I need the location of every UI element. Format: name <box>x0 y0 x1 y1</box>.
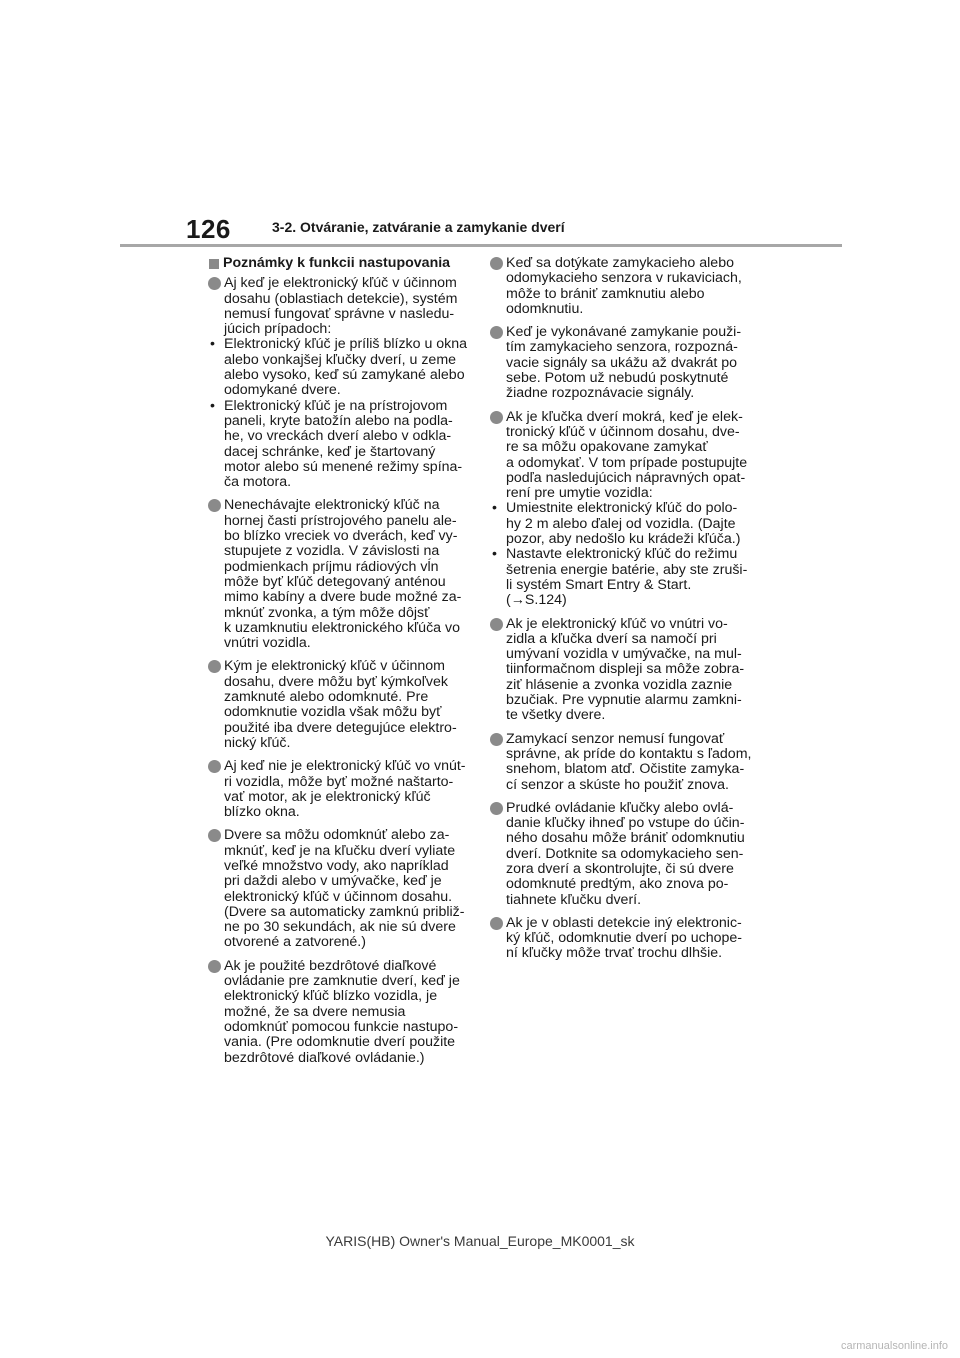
page-number: 126 <box>186 214 231 244</box>
circle-bullet-icon <box>490 326 503 339</box>
sub-list-item <box>208 337 476 398</box>
sub-list-item <box>208 399 476 491</box>
dot-bullet-icon: • <box>210 397 215 414</box>
sub-list-item-text: Umiestnite elektronický kľúč do polo- hy 2 m alebo ďalej od vozidla. (Dajte pozor, aby nedošlo ku krádeži kľúča.) <box>506 500 741 548</box>
circle-bullet-icon <box>208 499 221 512</box>
left-column <box>208 256 476 1074</box>
list-item <box>490 410 764 609</box>
section-heading <box>208 256 476 271</box>
sub-list-item-text: Nastavte elektronický kľúč do režimu šetrenia energie batérie, aby ste zruši- li systém Smart Entry & Start. (→S.124) <box>506 546 748 609</box>
list-item-text: Ak je v oblasti detekcie iný elektronic- ký kľúč, odomknutie dverí po uchope- ní kľučky môže trvať trochu dlhšie. <box>506 914 742 962</box>
circle-bullet-icon <box>208 660 221 673</box>
list-item-text: Aj keď nie je elektronický kľúč vo vnút- ri vozidla, môže byť možné naštarto- vať motor, ak je elektronický kľúč blízko okna. <box>224 758 466 821</box>
list-item <box>490 916 764 962</box>
list-item-text: Ak je použité bezdrôtové diaľkové ovládanie pre zamknutie dverí, keď je elektronický kľúč blízko vozidla, je možné, že sa dvere nemusia odomknúť pomocou funkcie nastupo- vania. (Pre odomknutie dverí použite bezdrôtové diaľkové ovládanie.) <box>224 957 460 1066</box>
circle-bullet-icon <box>208 960 221 973</box>
right-item-list <box>490 256 764 962</box>
list-item-text: Ak je elektronický kľúč vo vnútri vo- zidla a kľučka dverí sa namočí pri umývaní vozidla v umývačke, na mul- tiinformačnom displeji sa môže zobra- ziť hlásenie a zvonka vozidla zaznie bzučiak. Pre vypnutie alarmu zamkni- te všetky dvere. <box>506 615 745 724</box>
circle-bullet-icon <box>490 257 503 270</box>
list-item <box>490 256 764 317</box>
footer-text: YARIS(HB) Owner's Manual_Europe_MK0001_sk <box>325 1233 635 1249</box>
list-item <box>208 828 476 950</box>
list-item-text: Prudké ovládanie kľučky alebo ovlá- danie kľučky ihneď po vstupe do účin- ného dosahu môže brániť odomknutiu dverí. Dotknite sa odomykacieho sen- zora dverí a skontrolujte, či sú dvere odomknuté predtým, ako znova po- tiahnete kľučku dverí. <box>506 799 745 908</box>
square-bullet-icon <box>209 259 219 269</box>
dot-bullet-icon: • <box>492 500 497 517</box>
list-item <box>490 325 764 401</box>
list-item <box>208 659 476 751</box>
list-item <box>208 276 476 490</box>
list-item-text: Zamykací senzor nemusí fungovať správne, ak príde do kontaktu s ľadom, snehom, blatom atď. Očistite zamyka- cí senzor a skúste ho použiť znova. <box>506 730 752 793</box>
watermark: carmanualsonline.info <box>840 1340 948 1352</box>
list-item-text: Ak je kľučka dverí mokrá, keď je elek- tronický kľúč v účinnom dosahu, dve- re sa môžu opakovane zamykať a odomykať. V tom prípade postupujte podľa nasledujúcich nápravných opat- rení pre umytie vozidla: <box>506 408 748 502</box>
sub-list-item <box>490 547 764 608</box>
header-rule <box>120 244 842 247</box>
list-item-text: Dvere sa môžu odomknúť alebo za- mknúť, keď je na kľučku dverí vyliate veľké množstvo vody, ako napríklad pri daždi alebo v umývačke, keď je elektronický kľúč v účinnom dosahu. (Dvere sa automaticky zamknú približ- ne po 30 sekundách, ak nie sú dvere otvorené a zatvorené.) <box>224 827 465 951</box>
list-item <box>208 759 476 820</box>
circle-bullet-icon <box>208 760 221 773</box>
circle-bullet-icon <box>208 277 221 290</box>
chapter-title: 3-2. Otváranie, zatváranie a zamykanie dverí <box>272 219 565 235</box>
right-column <box>490 256 764 970</box>
circle-bullet-icon <box>208 829 221 842</box>
sub-list-item-text: Elektronický kľúč je na prístrojovom paneli, kryte batožín alebo na podla- he, vo vreckách dverí alebo v odkla- dacej schránke, keď je štartovaný motor alebo sú menené režimy spína- ča motora. <box>224 397 463 491</box>
list-item <box>490 732 764 793</box>
circle-bullet-icon <box>490 917 503 930</box>
list-item-text: Nenechávajte elektronický kľúč na hornej časti prístrojového panelu ale- bo blízko vreciek vo dverách, keď vy- stupujete z vozidla. V závislosti na podmienkach príjmu rádiových vĺn môže byť kľúč detegovaný anténou mimo kabíny a dvere bude možné za- mknúť zvonka, a tým môže dôjsť k uzamknutiu elektronického kľúča vo vnútri vozidla. <box>224 497 462 652</box>
circle-bullet-icon <box>490 733 503 746</box>
list-item-text: Aj keď je elektronický kľúč v účinnom dosahu (oblastiach detekcie), systém nemusí fungovať správne v nasledu- júcich prípadoch: <box>224 275 458 338</box>
list-item-text: Kým je elektronický kľúč v účinnom dosahu, dvere môžu byť kýmkoľvek zamknuté alebo odomknuté. Pre odomknutie vozidla však môžu byť použité iba dvere detegujúce elektro- nický kľúč. <box>224 658 457 751</box>
list-item-text: Keď sa dotýkate zamykacieho alebo odomykacieho senzora v rukaviciach, môže to brániť zamknutiu alebo odomknutiu. <box>506 255 742 317</box>
sub-list-item-text: Elektronický kľúč je príliš blízko u okna alebo vonkajšej kľučky dverí, u zeme alebo vysoko, keď sú zamykané alebo odomykané dvere. <box>224 336 468 399</box>
list-item <box>490 801 764 908</box>
dot-bullet-icon: • <box>210 336 215 353</box>
dot-bullet-icon: • <box>492 546 497 563</box>
section-heading-text: Poznámky k funkcii nastupovania <box>223 255 451 271</box>
list-item <box>208 959 476 1066</box>
list-item <box>490 617 764 724</box>
circle-bullet-icon <box>490 411 503 424</box>
circle-bullet-icon <box>490 802 503 815</box>
left-item-list <box>208 276 476 1066</box>
list-item-text: Keď je vykonávané zamykanie použi- tím zamykacieho senzora, rozpozná- vacie signály sa ukážu až dvakrát po sebe. Potom už nebudú poskytnuté žiadne rozpoznávacie signály. <box>506 324 742 402</box>
sub-list-item <box>490 501 764 547</box>
circle-bullet-icon <box>490 618 503 631</box>
list-item <box>208 498 476 651</box>
